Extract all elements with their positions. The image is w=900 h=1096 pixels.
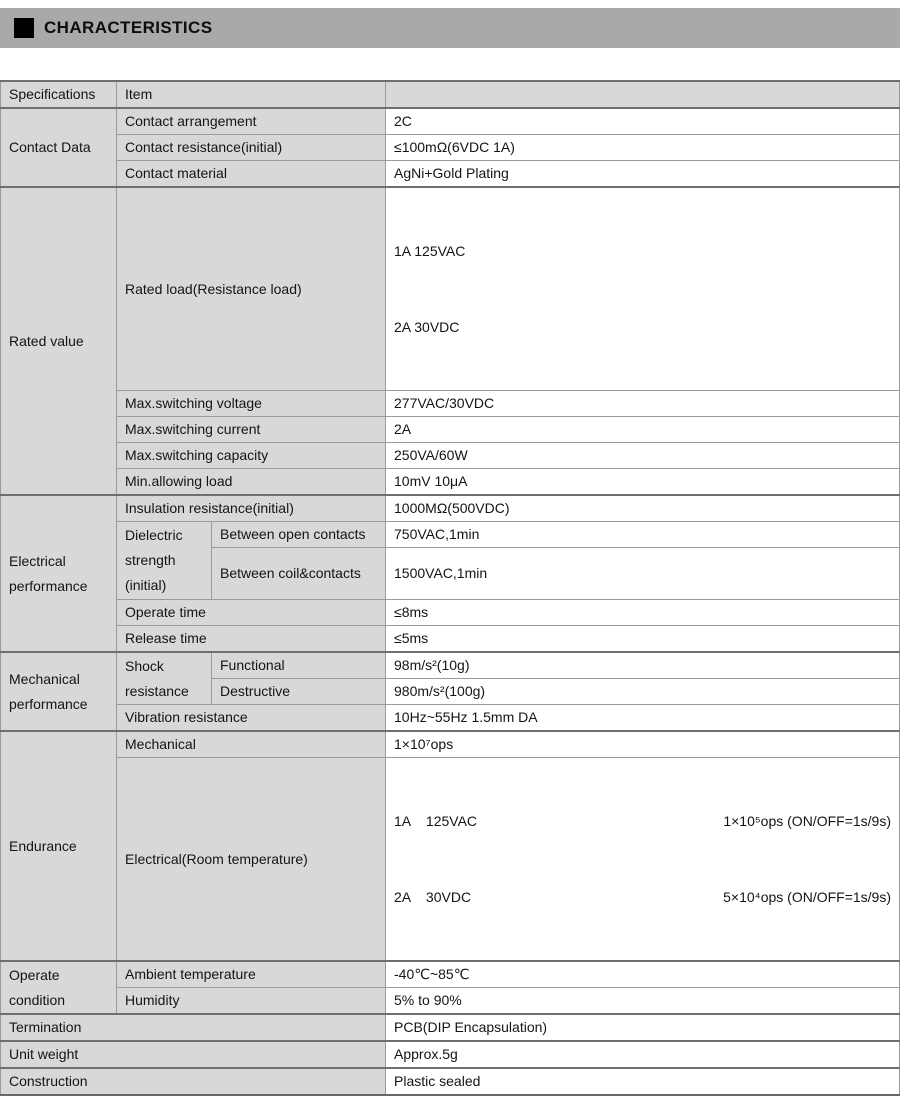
item-rated-load: Rated load(Resistance load)	[117, 187, 386, 391]
item-unit-weight: Unit weight	[1, 1041, 386, 1068]
item-insulation-resistance: Insulation resistance(initial)	[117, 495, 386, 522]
section-label-rated-value: Rated value	[1, 187, 117, 495]
section-label-contact-data: Contact Data	[1, 108, 117, 187]
value-insulation-resistance: 1000MΩ(500VDC)	[386, 495, 900, 522]
sublabel-shock-resistance: Shock resistance	[117, 652, 212, 705]
value-release-time: ≤5ms	[386, 626, 900, 653]
item-endurance-electrical: Electrical(Room temperature)	[117, 758, 386, 962]
endurance-electrical-line-1	[394, 808, 891, 834]
table-row	[1, 1014, 900, 1041]
item-release-time: Release time	[117, 626, 386, 653]
section-label-endurance: Endurance	[1, 731, 117, 961]
value-endurance-electrical	[386, 758, 900, 962]
item-min-allowing-load: Min.allowing load	[117, 469, 386, 496]
item-termination: Termination	[1, 1014, 386, 1041]
table-row	[1, 652, 900, 679]
endurance-load-1: 1A 125VAC	[394, 813, 478, 829]
table-row	[1, 522, 900, 548]
value-max-switching-current: 2A	[386, 417, 900, 443]
table-row	[1, 187, 900, 391]
value-contact-arrangement: 2C	[386, 108, 900, 135]
table-row	[1, 495, 900, 522]
section-label-mechanical-performance: Mechanical performance	[1, 652, 117, 731]
rated-load-line-2: 2A 30VDC	[394, 319, 460, 335]
item-endurance-mechanical: Mechanical	[117, 731, 386, 758]
table-row	[1, 1068, 900, 1095]
characteristics-header-bar	[0, 8, 900, 48]
endurance-electrical-line-2	[394, 884, 891, 910]
value-operate-time: ≤8ms	[386, 600, 900, 626]
page-title: CHARACTERISTICS	[44, 18, 213, 37]
sublabel-dielectric-strength: Dielectric strength (initial)	[117, 522, 212, 600]
table-row	[1, 758, 900, 962]
item-between-coil-contacts: Between coil&contacts	[212, 548, 386, 600]
table-row	[1, 469, 900, 496]
table-row	[1, 108, 900, 135]
value-shock-functional: 98m/s²(10g)	[386, 652, 900, 679]
item-shock-functional: Functional	[212, 652, 386, 679]
table-row	[1, 135, 900, 161]
black-square-icon	[14, 18, 34, 38]
item-vibration-resistance: Vibration resistance	[117, 705, 386, 732]
value-max-switching-voltage: 277VAC/30VDC	[386, 391, 900, 417]
table-row	[1, 443, 900, 469]
value-between-coil-contacts: 1500VAC,1min	[386, 548, 900, 600]
table-header-row	[1, 81, 900, 108]
section-label-electrical-performance: Electrical performance	[1, 495, 117, 652]
item-max-switching-current: Max.switching current	[117, 417, 386, 443]
table-row	[1, 417, 900, 443]
item-operate-time: Operate time	[117, 600, 386, 626]
item-max-switching-capacity: Max.switching capacity	[117, 443, 386, 469]
table-row	[1, 626, 900, 653]
header-specifications: Specifications	[1, 81, 117, 108]
item-shock-destructive: Destructive	[212, 679, 386, 705]
table-row	[1, 600, 900, 626]
endurance-ops-1: 1×10⁵ops (ON/OFF=1s/9s)	[723, 813, 891, 829]
item-between-open-contacts: Between open contacts	[212, 522, 386, 548]
value-unit-weight: Approx.5g	[386, 1041, 900, 1068]
item-contact-arrangement: Contact arrangement	[117, 108, 386, 135]
item-ambient-temperature: Ambient temperature	[117, 961, 386, 988]
table-row	[1, 705, 900, 732]
table-row	[1, 391, 900, 417]
endurance-ops-2: 5×10⁴ops (ON/OFF=1s/9s)	[723, 889, 891, 905]
table-row	[1, 731, 900, 758]
value-ambient-temperature: -40℃~85℃	[386, 961, 900, 988]
value-min-allowing-load: 10mV 10μA	[386, 469, 900, 496]
table-row	[1, 161, 900, 188]
table-row	[1, 988, 900, 1015]
value-contact-resistance: ≤100mΩ(6VDC 1A)	[386, 135, 900, 161]
rated-load-line-1: 1A 125VAC	[394, 243, 466, 259]
value-rated-load	[386, 187, 900, 391]
value-between-open-contacts: 750VAC,1min	[386, 522, 900, 548]
header-value-empty	[386, 81, 900, 108]
table-row	[1, 1041, 900, 1068]
value-endurance-mechanical: 1×10⁷ops	[386, 731, 900, 758]
item-humidity: Humidity	[117, 988, 386, 1015]
value-shock-destructive: 980m/s²(100g)	[386, 679, 900, 705]
value-contact-material: AgNi+Gold Plating	[386, 161, 900, 188]
item-construction: Construction	[1, 1068, 386, 1095]
item-contact-material: Contact material	[117, 161, 386, 188]
section-label-operate-condition: Operate condition	[1, 961, 117, 1014]
value-max-switching-capacity: 250VA/60W	[386, 443, 900, 469]
header-item: Item	[117, 81, 386, 108]
item-contact-resistance: Contact resistance(initial)	[117, 135, 386, 161]
value-construction: Plastic sealed	[386, 1068, 900, 1095]
value-vibration-resistance: 10Hz~55Hz 1.5mm DA	[386, 705, 900, 732]
endurance-load-2: 2A 30VDC	[394, 889, 472, 905]
item-max-switching-voltage: Max.switching voltage	[117, 391, 386, 417]
table-row	[1, 961, 900, 988]
value-humidity: 5% to 90%	[386, 988, 900, 1015]
characteristics-table	[0, 80, 900, 1096]
value-termination: PCB(DIP Encapsulation)	[386, 1014, 900, 1041]
